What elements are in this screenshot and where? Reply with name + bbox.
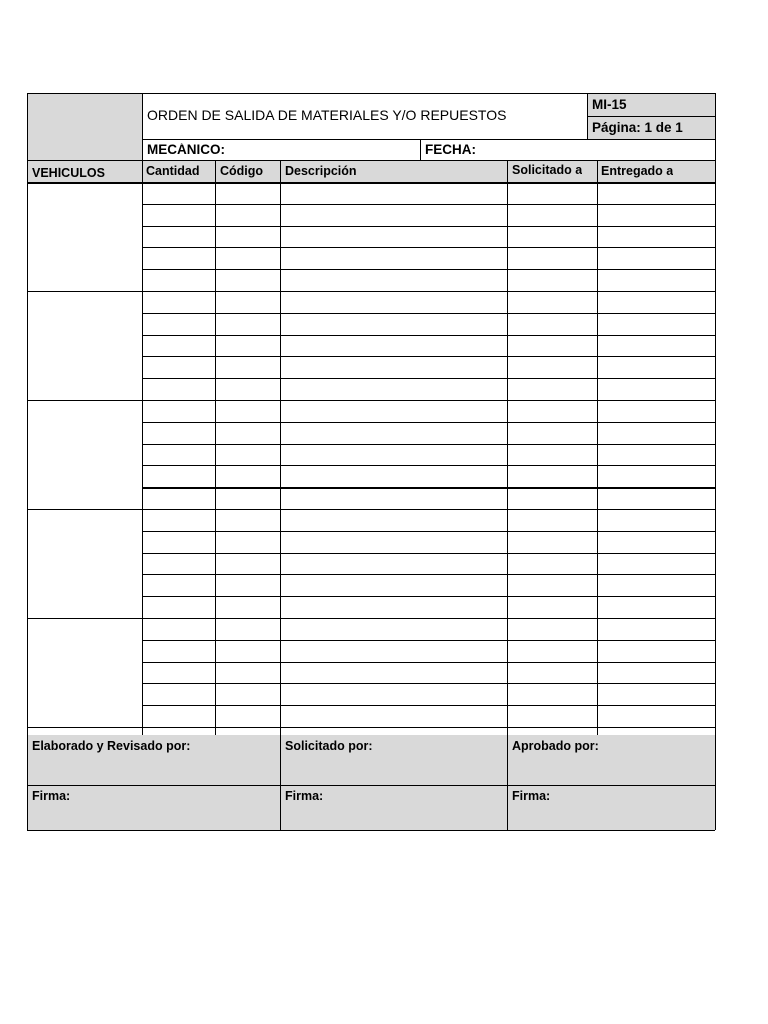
outer-left-border (27, 93, 28, 830)
group-separator-5 (27, 727, 715, 728)
column-header-bottom-line (27, 182, 715, 184)
column-divider-5 (597, 160, 598, 735)
row-line (142, 378, 715, 379)
row-line (142, 487, 715, 489)
description-header: Descripción (285, 165, 357, 178)
footer-divider-2 (507, 735, 508, 830)
mechanic-date-divider (420, 139, 421, 160)
row-line (142, 269, 715, 270)
logo-area (27, 93, 142, 160)
group-separator-4 (27, 618, 715, 619)
outer-right-border (715, 93, 716, 830)
row-line (142, 553, 715, 554)
group-separator-3 (27, 509, 715, 510)
row-line (142, 356, 715, 357)
row-line (142, 662, 715, 663)
date-field[interactable] (477, 140, 707, 159)
footer-divider-1 (280, 735, 281, 830)
row-line (142, 335, 715, 336)
signature-label-2: Firma: (285, 790, 324, 803)
row-line (142, 247, 715, 248)
code-header: Código (220, 165, 264, 178)
row-line (142, 444, 715, 445)
row-line (142, 574, 715, 575)
row-line (142, 313, 715, 314)
outer-bottom-border (27, 830, 715, 831)
prepared-by-label: Elaborado y Revisado por: (32, 740, 191, 753)
footer-signature-line (27, 785, 715, 786)
column-divider-2 (215, 160, 216, 735)
material-release-form (27, 93, 715, 830)
mechanic-label: MECÁNICO: (147, 143, 225, 157)
outer-top-border (27, 93, 715, 94)
approved-by-label: Aprobado por: (512, 740, 599, 753)
vehicles-header: VEHÍCULOS (32, 167, 105, 180)
mechanic-row-bottom-line (27, 160, 715, 161)
row-line (142, 705, 715, 706)
requested-by-label: Solicitado por: (285, 740, 373, 753)
code-page-divider (587, 116, 715, 117)
row-line (142, 531, 715, 532)
column-divider-1 (142, 160, 143, 735)
group-separator-2 (27, 400, 715, 401)
mechanic-field[interactable] (227, 140, 417, 159)
row-line (142, 226, 715, 227)
requested-to-header: Solicitado a (512, 164, 583, 177)
page-number: Página: 1 de 1 (592, 121, 683, 135)
column-divider-4 (507, 160, 508, 735)
row-line (142, 204, 715, 205)
column-divider-3 (280, 160, 281, 735)
row-line (142, 422, 715, 423)
form-title: ORDEN DE SALIDA DE MATERIALES Y/O REPUESTOS (147, 108, 507, 122)
row-line (142, 683, 715, 684)
signature-label-1: Firma: (32, 790, 71, 803)
form-code: MI-15 (592, 98, 627, 112)
group-separator-1 (27, 291, 715, 292)
quantity-header: Cantidad (146, 165, 200, 178)
date-label: FECHA: (425, 143, 476, 157)
signature-label-3: Firma: (512, 790, 551, 803)
delivered-to-header: Entregado a (601, 165, 674, 178)
row-line (142, 596, 715, 597)
row-line (142, 640, 715, 641)
title-bottom-line (142, 139, 715, 140)
row-line (142, 465, 715, 466)
